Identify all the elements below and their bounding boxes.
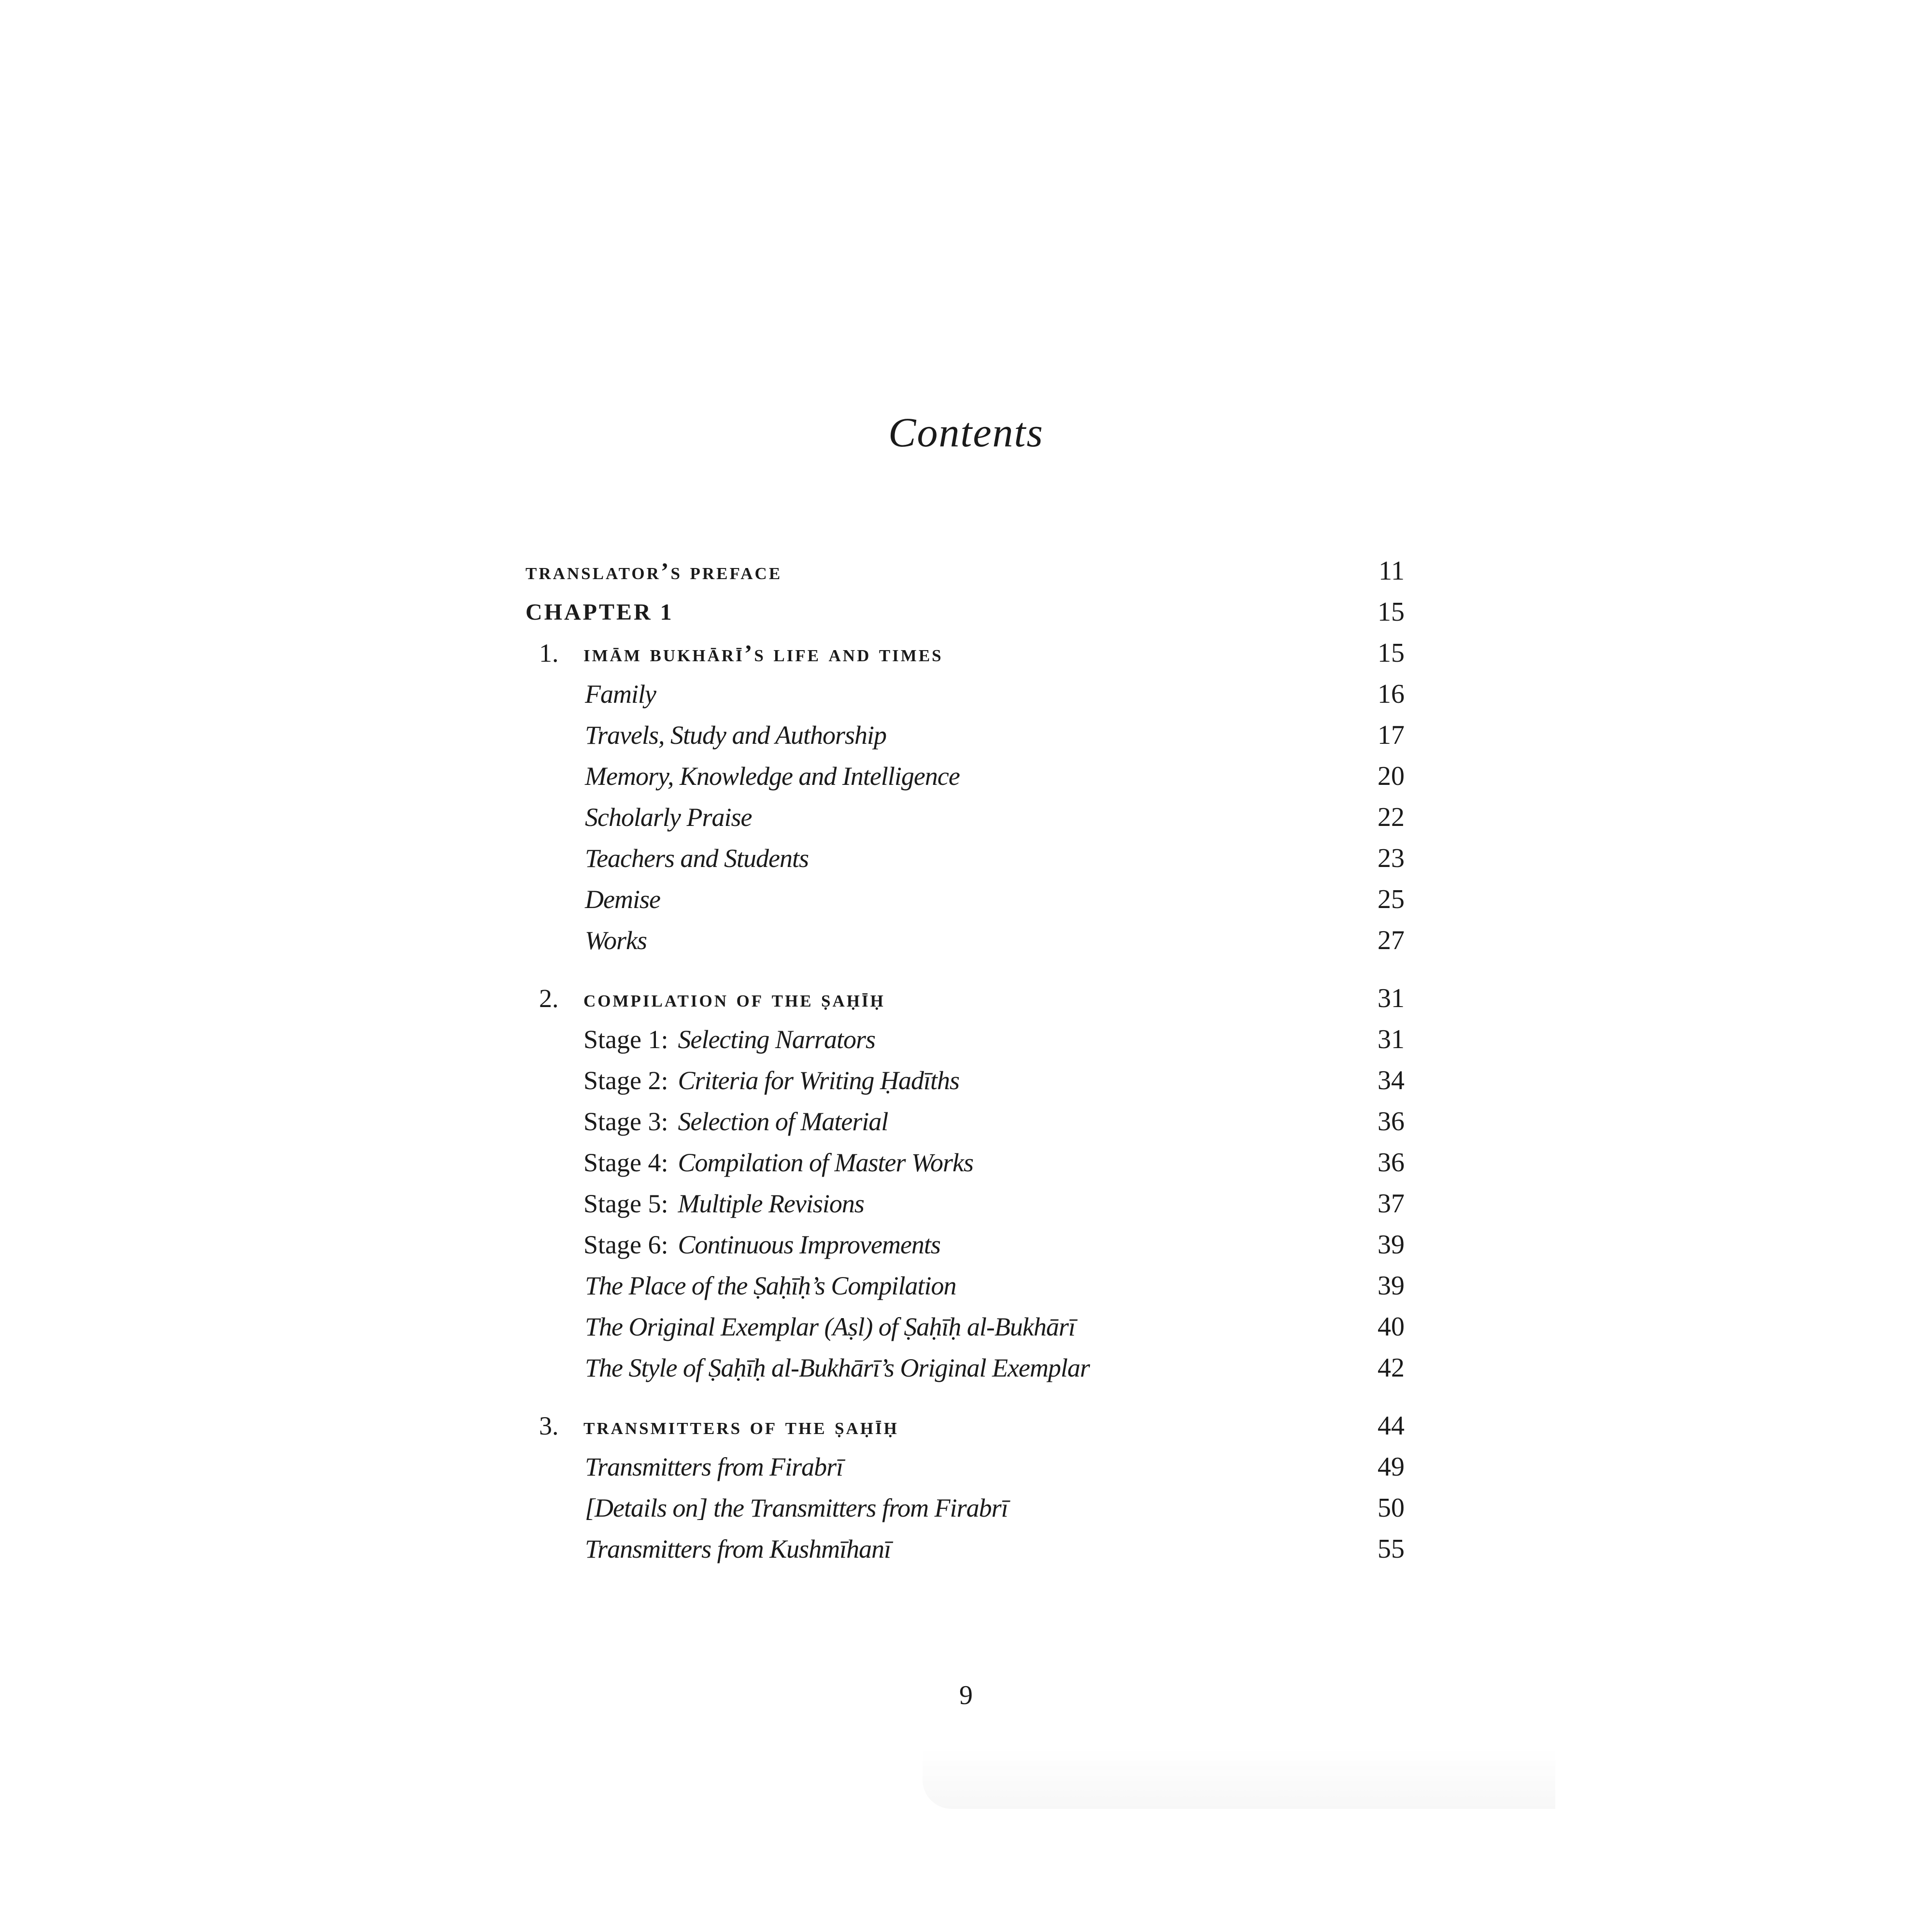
toc-page-number: 27 (1378, 925, 1405, 955)
stage-title: Multiple Revisions (678, 1189, 864, 1218)
stage-prefix: Stage 3: (583, 1107, 668, 1136)
toc-entry-label: Travels, Study and Authorship (585, 721, 887, 750)
stage-prefix: Stage 5: (583, 1189, 668, 1218)
stage-prefix: Stage 4: (583, 1148, 668, 1177)
toc-page-number: 11 (1378, 556, 1405, 586)
toc-entry-label (583, 1224, 940, 1265)
toc-entry-label: Transmitters from Kushmīhanī (585, 1534, 891, 1563)
toc-part-1[interactable] (526, 633, 1405, 674)
toc-page-number: 31 (1378, 983, 1405, 1013)
toc-page-number: 49 (1378, 1452, 1405, 1482)
toc-entry[interactable] (526, 920, 1405, 961)
toc-chapter-1[interactable] (526, 592, 1405, 633)
toc-entry[interactable] (526, 715, 1405, 756)
toc-entry-label: [Details on] the Transmitters from Firabrī (585, 1493, 1008, 1522)
stage-prefix: Stage 1: (583, 1025, 668, 1054)
toc-entry-label (583, 1183, 864, 1224)
toc-stage-entry[interactable] (526, 1060, 1405, 1101)
toc-entry[interactable] (526, 879, 1405, 920)
toc-entry-label: transmitters of the ṣaḥīḥ (583, 1412, 899, 1439)
toc-entry[interactable] (526, 1529, 1405, 1570)
toc-entry[interactable] (526, 1307, 1405, 1348)
stage-title: Selection of Material (678, 1107, 888, 1136)
toc-page-number: 55 (1378, 1534, 1405, 1564)
toc-part-number: 1. (539, 639, 559, 668)
toc-entry[interactable] (526, 838, 1405, 879)
toc-stage-entry[interactable] (526, 1224, 1405, 1265)
toc-stage-entry[interactable] (526, 1183, 1405, 1224)
toc-entry-label: Works (585, 926, 647, 955)
toc-page-number: 17 (1378, 720, 1405, 750)
toc-stage-entry[interactable] (526, 1101, 1405, 1142)
toc-entry-label (583, 1060, 959, 1101)
toc-page-number: 36 (1378, 1107, 1405, 1136)
toc-entry[interactable] (526, 674, 1405, 715)
toc-page-number: 37 (1378, 1189, 1405, 1219)
toc-part-number: 2. (539, 984, 559, 1013)
stage-title: Compilation of Master Works (678, 1148, 974, 1177)
toc-entry-label: Family (585, 680, 656, 709)
page-title: Contents (888, 409, 1044, 455)
toc-part-number: 3. (539, 1411, 559, 1440)
toc-page-number: 25 (1378, 884, 1405, 914)
toc-page-number: 15 (1378, 597, 1405, 627)
toc-entry-label: The Place of the Ṣaḥīḥ’s Compilation (585, 1271, 956, 1300)
toc-entry-label: compilation of the ṣaḥīḥ (583, 985, 885, 1012)
toc-page-number: 44 (1378, 1411, 1405, 1441)
stage-prefix: Stage 2: (583, 1066, 668, 1095)
toc-stage-entry[interactable] (526, 1142, 1405, 1183)
toc-entry-label (583, 1142, 973, 1183)
toc-entry[interactable] (526, 1348, 1405, 1389)
toc-page-number: 50 (1378, 1493, 1405, 1523)
toc-page-number: 36 (1378, 1148, 1405, 1178)
toc-section-translators-preface[interactable] (526, 551, 1405, 592)
toc-entry-label: Demise (585, 885, 660, 914)
toc-entry-label: Teachers and Students (585, 844, 809, 873)
toc-page-number: 39 (1378, 1230, 1405, 1260)
toc-entry-label: translator’s preface (526, 557, 782, 584)
toc-entry[interactable] (526, 1265, 1405, 1307)
toc-part-2[interactable] (526, 978, 1405, 1019)
toc-entry-label: Memory, Knowledge and Intelligence (585, 762, 960, 791)
toc-entry-label (583, 1019, 875, 1060)
toc-entry-label: imām bukhārī’s life and times (583, 639, 943, 667)
stage-prefix: Stage 6: (583, 1230, 668, 1259)
toc-part-3[interactable] (526, 1406, 1405, 1447)
page-number-footer: 9 (959, 1680, 973, 1710)
stage-title: Selecting Narrators (678, 1025, 875, 1054)
toc-entry-label: The Style of Ṣaḥīḥ al-Bukhārī’s Original Exemplar (585, 1353, 1090, 1382)
stage-title: Criteria for Writing Ḥadīths (678, 1066, 960, 1095)
toc-page-number: 22 (1378, 802, 1405, 832)
toc-entry-label (583, 1101, 888, 1142)
toc-entry-label: Transmitters from Firabrī (585, 1452, 843, 1481)
toc-page-number: 15 (1378, 638, 1405, 668)
toc-page-number: 16 (1378, 679, 1405, 709)
toc-page-number: 20 (1378, 761, 1405, 791)
toc-entry-label: CHAPTER 1 (526, 599, 674, 625)
toc-page-number: 42 (1378, 1353, 1405, 1383)
table-of-contents (526, 551, 1405, 1570)
toc-entry-label: Scholarly Praise (585, 803, 752, 832)
toc-page-number: 23 (1378, 843, 1405, 873)
toc-page-number: 31 (1378, 1024, 1405, 1054)
toc-stage-entry[interactable] (526, 1019, 1405, 1060)
toc-page-number: 39 (1378, 1271, 1405, 1301)
toc-entry[interactable] (526, 797, 1405, 838)
scan-shadow (923, 1748, 1555, 1809)
stage-title: Continuous Improvements (678, 1230, 940, 1259)
toc-entry[interactable] (526, 756, 1405, 797)
toc-entry-label: The Original Exemplar (Aṣl) of Ṣaḥīḥ al-Bukhārī (585, 1312, 1075, 1341)
toc-entry[interactable] (526, 1447, 1405, 1488)
toc-page-number: 34 (1378, 1065, 1405, 1095)
toc-entry[interactable] (526, 1488, 1405, 1529)
toc-page-number: 40 (1378, 1312, 1405, 1342)
